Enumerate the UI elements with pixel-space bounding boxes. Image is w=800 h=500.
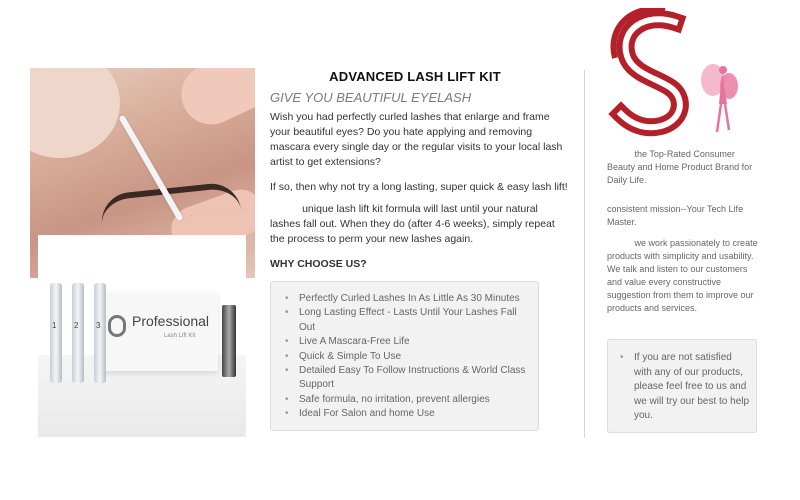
product-title: ADVANCED LASH LIFT KIT <box>329 69 501 84</box>
list-item: • Quick & Simple To Use <box>285 350 530 364</box>
list-item: • Long Lasting Effect - Lasts Until Your Lashes Fall Out <box>285 306 530 335</box>
syringe-2 <box>72 283 84 383</box>
benefits-list <box>285 292 530 422</box>
kit-sublabel: Lash Lift Kit <box>164 333 196 339</box>
intro-paragraph: Wish you had perfectly curled lashes that enlarge and frame your beautiful eyes? Do you hate applying and removing mascara every single day or the regular visits to your local lash artist to get extensions? <box>270 111 563 168</box>
kit-box-card <box>98 293 218 371</box>
mascara-tube <box>222 305 236 377</box>
list-item: • Safe formula, no irritation, prevent allergies <box>285 393 530 407</box>
list-item: • Ideal For Salon and home Use <box>285 407 530 421</box>
list-item: • Perfectly Curled Lashes In As Little As 30 Minutes <box>285 292 530 306</box>
why-heading: WHY CHOOSE US? <box>270 258 367 270</box>
syringe-number: 2 <box>74 321 79 330</box>
product-subtitle: GIVE YOU BEAUTIFUL EYELASH <box>270 90 472 105</box>
skin-highlight <box>30 68 120 158</box>
column-divider <box>584 70 585 438</box>
brand-mission: consistent mission--Your Tech Life Master. <box>607 204 744 227</box>
syringe-number: 3 <box>96 321 101 330</box>
fairy-icon <box>701 64 738 132</box>
list-item: • Detailed Easy To Follow Instructions & World Class Support <box>285 364 530 393</box>
kit-product-image <box>38 235 246 437</box>
syringe-1 <box>50 283 62 383</box>
syringe-number: 1 <box>52 321 57 330</box>
support-box <box>607 339 757 433</box>
syringe-3 <box>94 283 106 383</box>
benefits-box <box>270 281 539 431</box>
support-list <box>620 351 750 424</box>
pitch-paragraph: If so, then why not try a long lasting, super quick & easy lash lift! <box>270 181 568 193</box>
formula-paragraph: unique lash lift kit formula will last until your natural lashes fall out. When they do (after 4-6 weeks), simply repeat the process to perm your new lashes again. <box>270 203 558 245</box>
brand-tagline: the Top-Rated Consumer Beauty and Home Product Brand for Daily Life. <box>607 149 755 185</box>
kit-label: Professional <box>132 313 210 329</box>
finger-top <box>172 68 255 134</box>
brand-logo-icon <box>605 8 755 148</box>
brand-about: we work passionately to create products with simplicity and usability. We talk and listen to our customers and value every constructive suggestion from them to improve our products and services. <box>607 238 761 313</box>
support-note: • If you are not satisfied with any of our products, please feel free to us and we will try our best to help you. <box>620 351 750 424</box>
kit-logo-icon <box>108 315 126 337</box>
list-item: • Live A Mascara-Free Life <box>285 335 530 349</box>
